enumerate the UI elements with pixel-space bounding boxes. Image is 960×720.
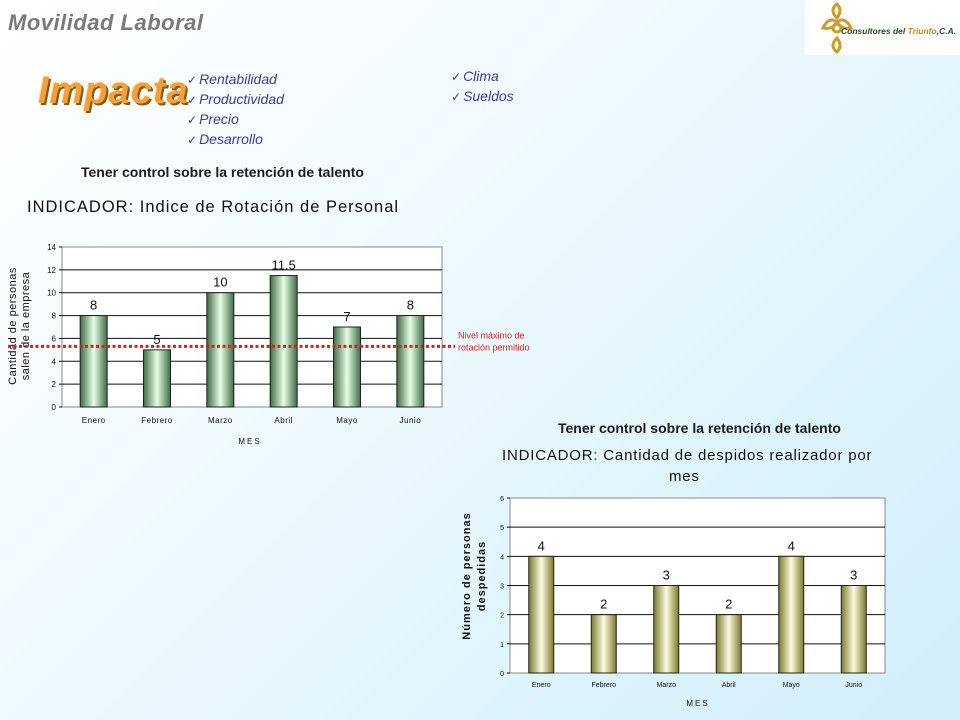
bar [529,556,554,673]
check-icon: ✓ [187,73,198,87]
x-tick-label: Febrero [591,682,617,689]
section-title-2: Tener control sobre la retención de talento [558,420,841,436]
y-tick-label: 1 [500,641,504,649]
data-label: 10 [213,274,228,290]
list-item: ✓ Productividad [187,91,284,107]
y-tick-label: 10 [47,288,56,298]
check-icon: ✓ [451,90,462,104]
y-tick-label: 2 [51,380,56,390]
list-item: ✓ Sueldos [451,88,514,104]
check-icon: ✓ [187,133,198,147]
y-tick-label: 8 [51,311,56,321]
y-tick-label: 2 [500,612,504,620]
data-label: 2 [725,596,733,612]
data-label: 11.5 [271,257,296,273]
x-tick-label: Marzo [207,416,233,425]
data-label: 4 [787,538,795,554]
data-label: 5 [153,331,161,347]
x-axis-label: MES [686,699,710,708]
y-tick-label: 6 [500,496,504,503]
bar [654,586,679,674]
bar [144,350,171,407]
data-label: 3 [662,567,670,583]
chart-title: INDICADOR: Cantidad de despidos realizador por mes [502,447,873,485]
list-item: ✓ Precio [187,111,239,127]
logo-text-c: ,C.A. [936,26,957,36]
company-logo [805,0,960,55]
chart-title: INDICADOR: Indice de Rotación de Personal [27,198,400,216]
x-tick-label: Marzo [656,682,676,689]
y-tick-label: 14 [47,243,56,252]
y-axis-label: Número de personas despedidas [461,512,488,640]
x-tick-label: Enero [531,682,551,689]
page-title: Movilidad Laboral [8,10,204,35]
data-label: 8 [90,297,98,313]
logo-text-b: Triunfo [907,26,937,36]
bar [80,316,107,407]
bar [716,615,741,673]
impact-list-right [451,67,514,107]
reference-line-label: Nivel máximo de rotación permitido [458,330,530,353]
x-axis-label: MES [238,437,262,446]
logo-text-a: Consultores del [841,26,908,36]
list-item: ✓ Rentabilidad [187,71,277,87]
x-tick-label: Junio [399,416,422,425]
bar [207,293,234,407]
list-item: ✓ Desarrollo [187,131,263,147]
plot-area [62,247,442,407]
y-tick-label: 5 [500,525,504,533]
check-icon: ✓ [187,113,198,127]
rotation-chart [0,185,570,446]
data-label: 4 [537,538,545,554]
x-tick-label: Abril [274,416,293,425]
y-tick-label: 3 [500,583,504,591]
bar [591,615,616,673]
x-tick-label: Febrero [141,416,173,425]
y-tick-label: 4 [500,554,504,562]
dismissals-chart [455,440,960,720]
bar [397,316,424,407]
y-axis-label: Cantidad de personassalen de la empresa [7,267,32,385]
y-tick-label: 0 [500,671,504,678]
logo-emblem-icon [805,0,960,55]
x-tick-label: Junio [845,682,863,689]
section-title-1: Tener control sobre la retención de talento [81,164,364,180]
data-label: 2 [600,596,608,612]
x-tick-label: Abril [721,682,736,689]
check-icon: ✓ [187,93,198,107]
x-tick-label: Mayo [336,416,358,425]
bar [779,556,804,673]
bar [334,327,361,407]
svg-text:Consultores del Triunfo,C.A. [841,26,956,36]
y-tick-label: 0 [51,403,56,412]
data-label: 8 [406,297,414,313]
x-tick-label: Mayo [782,682,800,689]
y-tick-label: 6 [51,334,56,344]
list-item: ✓ Clima [451,68,499,84]
y-tick-label: 4 [51,357,56,367]
impact-list-left [187,70,284,150]
check-icon: ✓ [451,70,462,84]
x-tick-label: Enero [81,416,106,425]
data-label: 7 [343,309,351,324]
data-label: 3 [850,567,858,583]
y-tick-label: 12 [47,265,56,275]
bar [270,276,297,407]
bar [841,586,866,674]
impacta-title: Impacta [38,70,189,112]
